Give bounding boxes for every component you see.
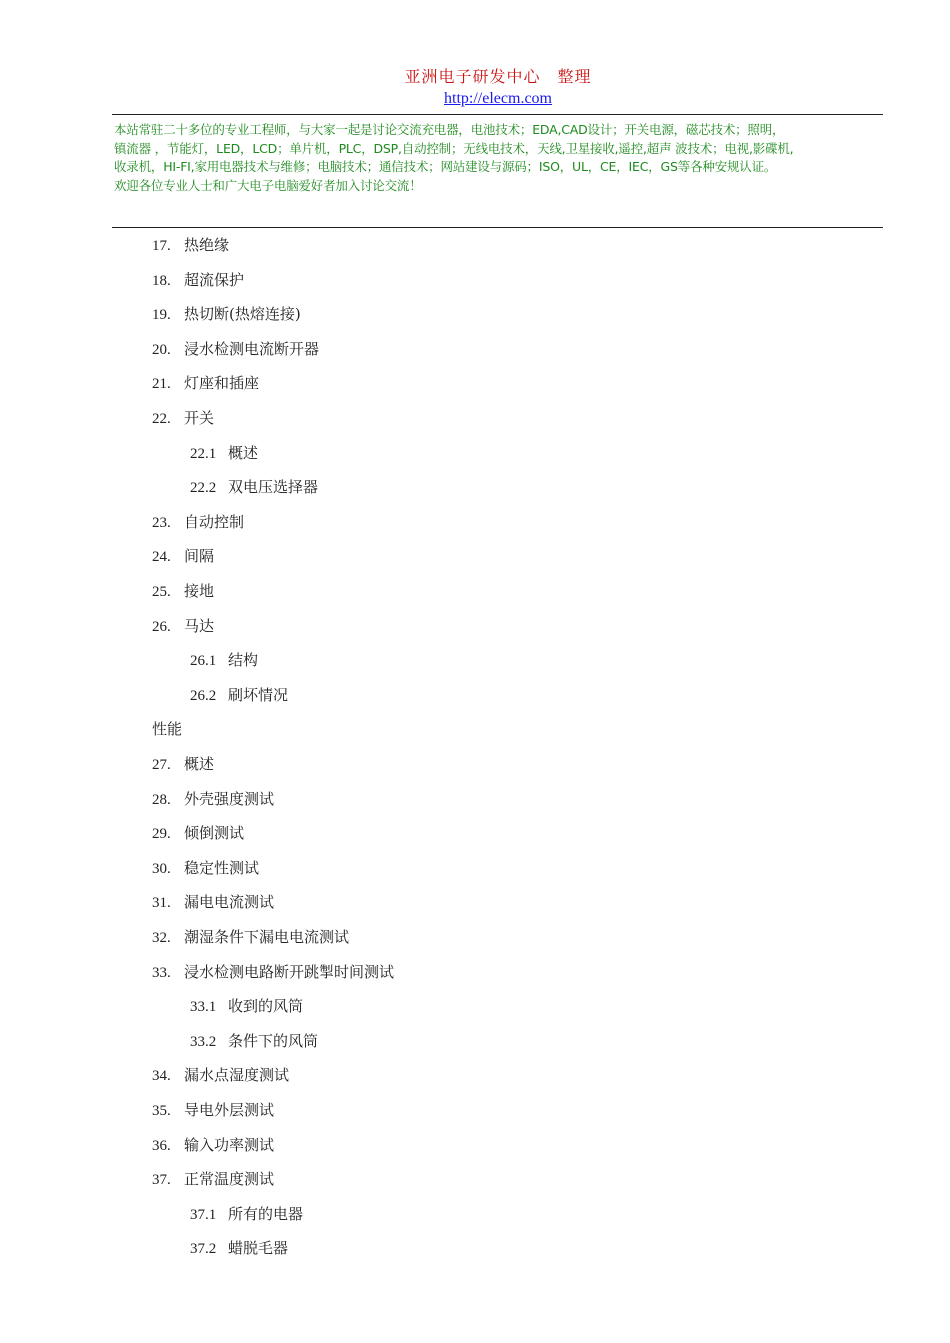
toc-entry xyxy=(152,544,214,568)
toc-entry-number: 37.2 xyxy=(190,1241,217,1258)
intro-line: 收录机，HI-FI,家用电器技术与维修；电脑技术；通信技术；网站建设与源码；ISO，UL，CE，IEC，GS等各种安规认证。 xyxy=(114,159,777,174)
toc-entry-title: 性能 xyxy=(152,720,183,739)
toc-entry-number: 20. xyxy=(152,341,171,358)
toc-entry-title: 浸水检测电路断开跳掣时间测试 xyxy=(184,962,395,981)
toc-entry xyxy=(152,1063,289,1087)
toc-entry-number: 34. xyxy=(152,1068,171,1085)
toc-entry xyxy=(152,406,214,430)
toc-entry xyxy=(152,579,214,603)
intro-line: 欢迎各位专业人士和广大电子电脑爱好者加入讨论交流！ xyxy=(114,177,422,193)
toc-entry-title: 所有的电器 xyxy=(228,1204,304,1223)
toc-entry-number: 37. xyxy=(152,1172,171,1189)
toc-entry xyxy=(152,787,274,811)
toc-entry-title: 倾倒测试 xyxy=(184,824,245,843)
toc-entry-title: 热切断(热熔连接) xyxy=(184,305,301,324)
toc-entry-title: 热绝缘 xyxy=(184,236,230,254)
toc-entry-number: 22.2 xyxy=(190,480,217,497)
toc-entry-title: 正常温度测试 xyxy=(184,1170,275,1189)
toc-entry-title: 马达 xyxy=(184,616,215,635)
toc-entry xyxy=(152,1098,274,1122)
toc-entry-number: 22. xyxy=(152,411,171,427)
toc-entry-title: 开关 xyxy=(184,409,215,427)
toc-entry-title: 稳定性测试 xyxy=(184,858,260,877)
toc-entry xyxy=(152,302,301,326)
toc-entry xyxy=(152,614,214,638)
toc-entry xyxy=(152,821,244,845)
toc-entry xyxy=(152,890,274,914)
intro-line: 本站常驻二十多位的专业工程师，与大家一起是讨论交流充电器，电池技术；EDA,CAD设计；开关电源，磁芯技术；照明， xyxy=(114,122,785,137)
toc-entry-number: 24. xyxy=(152,549,171,566)
toc-entry xyxy=(152,717,182,741)
toc-entry-number: 17. xyxy=(152,238,171,254)
toc-entry-number: 33. xyxy=(152,964,171,981)
toc-entry-title: 漏电电流测试 xyxy=(184,893,275,912)
toc-entry-number: 29. xyxy=(152,826,171,843)
toc-entry xyxy=(190,994,303,1018)
toc-entry-title: 导电外层测试 xyxy=(184,1101,275,1119)
toc-entry-title: 漏水点湿度测试 xyxy=(184,1066,290,1085)
toc-entry-title: 条件下的风筒 xyxy=(228,1031,319,1050)
toc-entry-title: 刷坏情况 xyxy=(228,685,289,704)
toc-entry-title: 潮湿条件下漏电电流测试 xyxy=(184,928,350,946)
toc-entry-number: 30. xyxy=(152,860,171,877)
toc-entry-number: 26.2 xyxy=(190,687,217,704)
toc-entry-title: 超流保护 xyxy=(184,270,245,289)
toc-entry-number: 36. xyxy=(152,1137,171,1154)
toc-entry xyxy=(190,1202,303,1226)
toc-entry xyxy=(190,648,258,672)
toc-entry-title: 概述 xyxy=(228,443,259,462)
toc-entry-number: 26.1 xyxy=(190,653,217,670)
toc-entry xyxy=(152,337,319,361)
toc-entry xyxy=(190,683,288,707)
toc-entry xyxy=(152,1133,274,1157)
toc-entry xyxy=(152,233,229,257)
toc-entry-number: 23. xyxy=(152,514,171,531)
toc-entry-title: 浸水检测电流断开器 xyxy=(184,339,320,358)
toc-entry-number: 18. xyxy=(152,272,171,289)
toc-entry-number: 22.1 xyxy=(190,445,217,462)
toc-entry-title: 自动控制 xyxy=(184,512,245,531)
toc-entry-number: 35. xyxy=(152,1103,171,1119)
toc-entry-number: 32. xyxy=(152,930,171,946)
intro-paragraph xyxy=(114,121,886,195)
toc-entry-title: 外壳强度测试 xyxy=(184,789,275,808)
toc-entry-title: 接地 xyxy=(184,582,215,600)
toc-entry xyxy=(152,752,214,776)
toc-entry-title: 间隔 xyxy=(184,547,215,566)
toc-entry xyxy=(152,268,244,292)
toc-entry-number: 33.2 xyxy=(190,1033,217,1050)
toc-entry-number: 25. xyxy=(152,584,171,600)
toc-entry xyxy=(190,441,258,465)
toc-entry-title: 概述 xyxy=(184,755,215,773)
toc-entry xyxy=(152,371,259,395)
site-url-link[interactable]: http://elecm.com xyxy=(444,90,552,107)
toc-entry-title: 灯座和插座 xyxy=(184,374,260,393)
toc-entry xyxy=(190,475,318,499)
toc-entry-number: 31. xyxy=(152,895,171,912)
intro-line: 镇流器 ，节能灯，LED，LCD；单片机，PLC，DSP,自动控制；无线电技术，天线,卫星接收,遥控,超声 波技术；电视,影碟机, xyxy=(114,140,794,156)
toc-entry xyxy=(152,925,349,949)
toc-entry xyxy=(152,856,259,880)
page-header xyxy=(0,66,950,109)
toc-entry xyxy=(190,1236,288,1260)
toc-entry-number: 37.1 xyxy=(190,1206,217,1223)
toc-entry xyxy=(152,960,394,984)
toc-entry-title: 蜡脱毛器 xyxy=(228,1239,289,1258)
toc-entry-title: 双电压选择器 xyxy=(228,478,319,497)
header-rule-top xyxy=(112,114,883,115)
toc-entry-title: 输入功率测试 xyxy=(184,1135,275,1154)
toc-entry-number: 27. xyxy=(152,757,171,773)
toc-entry xyxy=(190,1029,318,1053)
toc-entry-number: 33.1 xyxy=(190,999,217,1016)
toc-entry-number: 21. xyxy=(152,376,171,393)
toc-entry-number: 26. xyxy=(152,618,171,635)
toc-entry-number: 28. xyxy=(152,791,171,808)
site-title: 亚洲电子研发中心 整理 xyxy=(404,67,592,86)
header-rule-bottom xyxy=(112,227,883,228)
toc-entry-title: 收到的风筒 xyxy=(228,997,304,1016)
toc-entry xyxy=(152,1167,274,1191)
toc-entry-number: 19. xyxy=(152,307,171,324)
toc-entry xyxy=(152,510,244,534)
toc-entry-title: 结构 xyxy=(228,651,259,670)
